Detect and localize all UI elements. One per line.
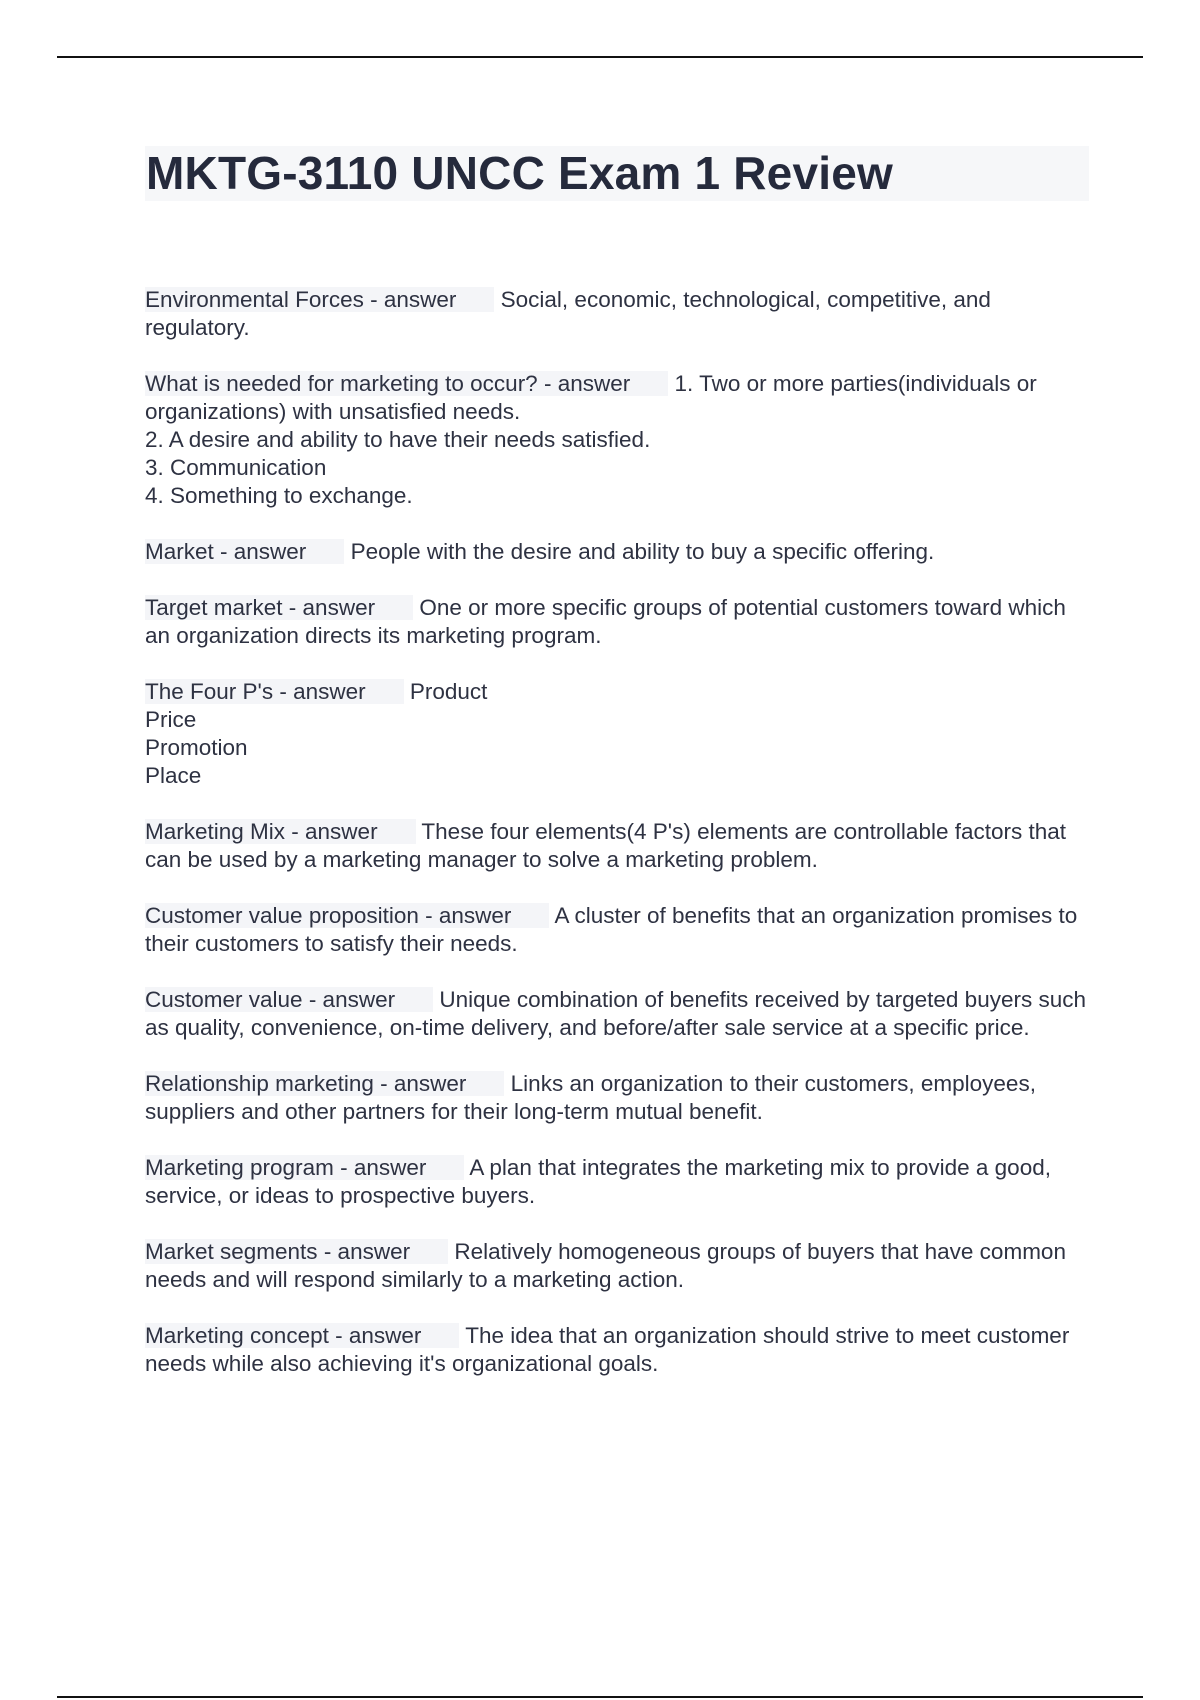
card-definition: A plan that integrates the marketing mix to provide a good, service, or ideas to prospective buyers. — [145, 1155, 1051, 1208]
card-term: Target market - answer — [145, 595, 413, 620]
card-definition: The idea that an organization should strive to meet customer needs while also achieving it's organizational goals. — [145, 1323, 1070, 1376]
card-definition: A cluster of benefits that an organization promises to their customers to satisfy their needs. — [145, 903, 1078, 956]
card-term: Marketing Mix - answer — [145, 819, 416, 844]
card-term: Marketing concept - answer — [145, 1323, 459, 1348]
card-term: Relationship marketing - answer — [145, 1071, 504, 1096]
card-definition: Unique combination of benefits received by targeted buyers such as quality, convenience, on-time delivery, and before/after sale service at a specific price. — [145, 987, 1086, 1040]
flashcard — [145, 1070, 1095, 1126]
card-definition: Social, economic, technological, competitive, and regulatory. — [145, 287, 991, 340]
card-definition: Links an organization to their customers, employees, suppliers and other partners for their long-term mutual benefit. — [145, 1071, 1036, 1124]
flashcard — [145, 902, 1095, 958]
flashcard — [145, 678, 1095, 790]
flashcard-list — [145, 286, 1095, 1406]
flashcard — [145, 286, 1095, 342]
bottom-divider — [57, 1696, 1143, 1698]
card-term: Customer value - answer — [145, 987, 433, 1012]
card-definition: Product Price Promotion Place — [145, 679, 488, 788]
card-definition: 1. Two or more parties(individuals or organizations) with unsatisfied needs. 2. A desire and ability to have their needs satisfied. 3. Communication 4. Something to exchange. — [145, 371, 1037, 508]
page-title: MKTG-3110 UNCC Exam 1 Review — [146, 147, 893, 199]
card-term: What is needed for marketing to occur? - answer — [145, 371, 668, 396]
card-term: The Four P's - answer — [145, 679, 404, 704]
card-term: Marketing program - answer — [145, 1155, 464, 1180]
flashcard — [145, 370, 1095, 510]
card-term: Environmental Forces - answer — [145, 287, 494, 312]
top-divider — [57, 56, 1143, 58]
card-term: Customer value proposition - answer — [145, 903, 549, 928]
flashcard — [145, 538, 1095, 566]
card-definition: These four elements(4 P's) elements are controllable factors that can be used by a marketing manager to solve a marketing problem. — [145, 819, 1067, 872]
flashcard — [145, 1154, 1095, 1210]
card-definition: One or more specific groups of potential customers toward which an organization directs its marketing program. — [145, 595, 1066, 648]
card-definition: People with the desire and ability to buy a specific offering. — [350, 539, 935, 564]
card-definition: Relatively homogeneous groups of buyers that have common needs and will respond similarly to a marketing action. — [145, 1239, 1066, 1292]
flashcard — [145, 1322, 1095, 1378]
flashcard — [145, 1238, 1095, 1294]
flashcard — [145, 818, 1095, 874]
card-term: Market segments - answer — [145, 1239, 448, 1264]
flashcard — [145, 986, 1095, 1042]
card-term: Market - answer — [145, 539, 344, 564]
flashcard — [145, 594, 1095, 650]
